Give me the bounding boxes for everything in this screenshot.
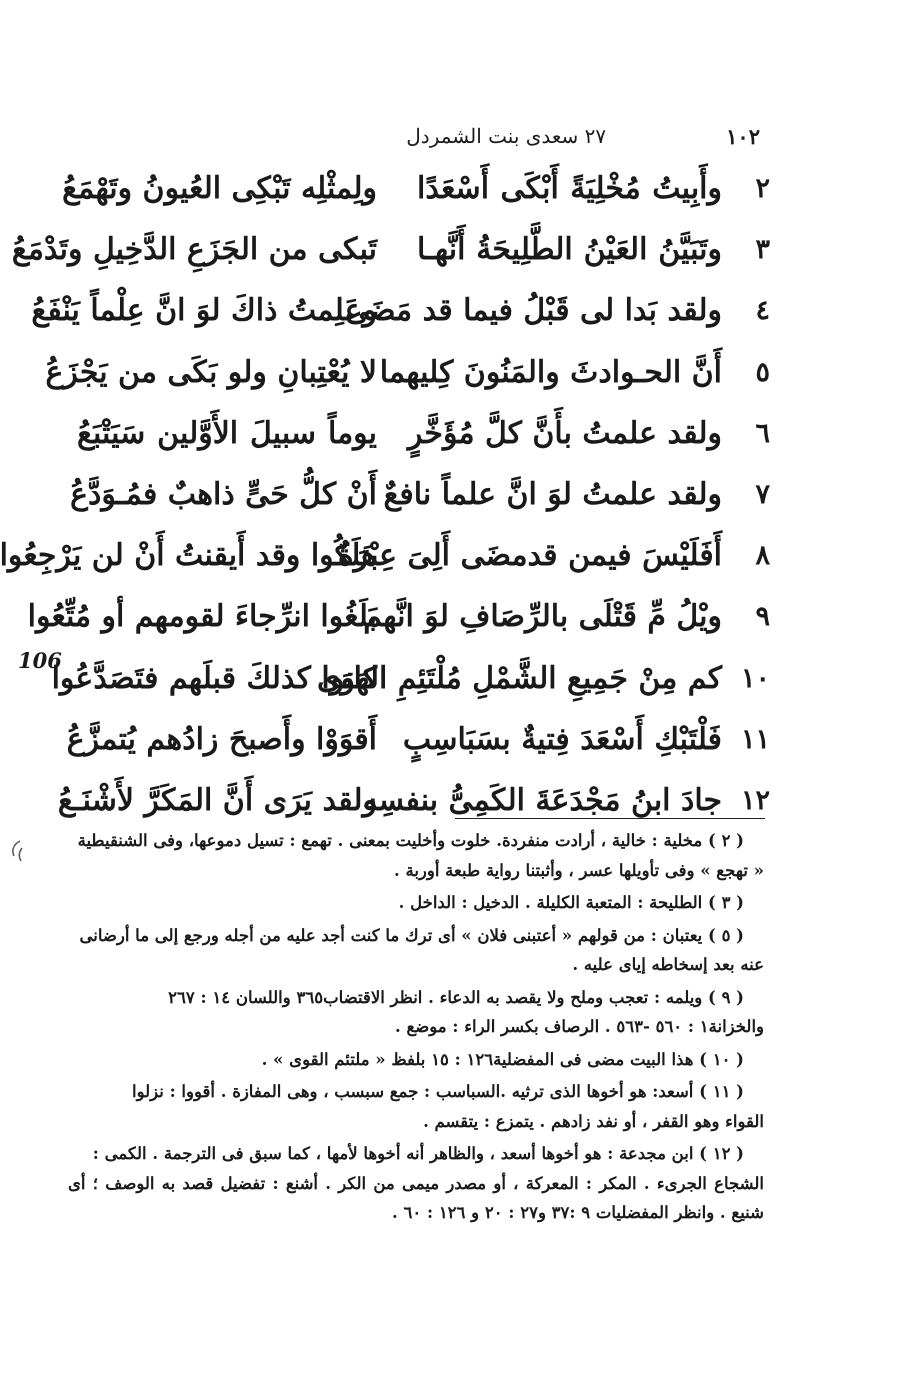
footnote-line: ( ١٠ ) هذا البيت مضى فى المفضلية١٢٦ : ١٥ بلفظ « ملتئم القوى » . [261,1049,744,1069]
footnote-line: ( ٣ ) الطليحة : المتعبة الكليلة . الدخيل : الداخل . [398,893,744,912]
verse-number: ١٢ [740,784,770,816]
verse-number: ٥ [755,356,770,388]
footnote-continuation: الشجاع الجرىء . المكر : المعركة ، أو مصدر ميمى من الكر . أشنع : تفضيل قصد به الوصف ؛ أى شنيع . وانظر المفضليات ٩ :٣٧ و٢٧ : ٢٠ و ١٢٦ : ٦٠ . [68,1173,764,1222]
verse-second-hemistich: يوماً سبيلَ الأَوَّلين سَيَتْبَعُ [77,415,377,451]
footnote-continuation: القواء وهو القفر ، أو نفد زادهم . يتمزع : يتقسم . [423,1111,764,1131]
verse-first-hemistich: كم مِنْ جَمِيعِ الشَّمْلِ مُلْتَئِمِ الهَوَى [317,660,722,696]
footnote-separator [455,818,765,819]
verse-second-hemistich: وعَلِمتُ ذاكَ لوَ انَّ عِلْماً يَنْفَعُ [31,293,377,329]
verse-number: ١١ [740,723,770,755]
verse-second-hemistich: تَبكى من الجَزَعِ الدَّخِيلِ وتَدْمَعُ [11,232,377,268]
verse-number: ٨ [755,540,770,572]
verse-line [66,709,770,770]
footnotes [68,826,764,1228]
verse-number: ٣ [755,234,770,266]
verse-line [27,586,770,647]
verse-second-hemistich: كانوا كذلكَ قبلَهم فتَصَدَّعُوا [51,660,377,696]
verse-second-hemistich: أَقوَوْا وأَصبحَ زادُهم يُتمزَّعُ [66,721,377,757]
verse-first-hemistich: ولقد علمتُ لوَ انَّ علماً نافعٌ [383,477,722,513]
verse-second-hemistich: لا يُعْتِبانِ ولو بَكَى من يَجْزَعُ [45,354,377,390]
verse-second-hemistich: بَلَغُوا انرِّجاءَ لقومهم أو مُتِّعُوا [27,599,377,635]
verse-line [31,280,770,341]
verse-second-hemistich: ولِمثْلِه تَبْكِى العُيونُ وتَهْمَعُ [62,171,377,207]
margin-page-reference: 106 [18,648,62,673]
verse-line [45,342,770,403]
footnote-line: ( ٩ ) ويلمه : تعجب وملح ولا يقصد به الدعاء . انظر الاقتضاب٣٦٥ واللسان ١٤ : ٢٦٧ [168,987,744,1007]
verse-first-hemistich: وتَبَيَّنُ العَيْنُ الطَّلِيحَةُ أَنَّهـا [417,232,722,268]
verse-number: ١٠ [740,662,770,694]
verse-first-hemistich: جادَ ابنُ مَجْدَعَةَ الكَمِىُّ بنفسِه [362,782,722,818]
footnote-line: ( ٥ ) يعتبان : من قولهم « أعتبنى فلان » أى ترك ما كنت أجد عليه من أجله ورجع إلى ما أرضانى [79,925,744,945]
footnote-line: ( ١٢ ) ابن مجدعة : هو أخوها أسعد ، والظاهر أنه أخوها لأمها ، كما سبق فى الترجمة . الكمى : [92,1144,744,1163]
footnote-continuation: عنه بعد إسخاطه إياى عليه . [572,955,764,974]
verse-first-hemistich: ولقد بَدا لى قَبْلُ فيما قد مَضَى [345,293,722,329]
footnote-line: ( ٢ ) مخلية : خالية ، أرادت منفردة. خلوت وأخليت بمعنى . تهمع : تسيل دموعها، وفى الشنقيطية [77,831,744,850]
verse-line [0,525,770,586]
verse-first-hemistich: ويْلُ مِّ قَتْلَى بالرِّصَافِ لوَ انَّهم [363,599,722,635]
verse-number: ٦ [755,417,770,449]
footnote-line: ( ١١ ) أسعد: هو أخوها الذى ترثيه .السباسب : جمع سبسب ، وهى المفازة . أقووا : نزلوا [132,1082,744,1101]
verse-second-hemistich: ولقد يَرَى أَنَّ المَكَرَّ لأَشْنَـعُ [57,782,377,818]
page-header [300,118,760,154]
verse-number: ٢ [755,173,770,205]
verse-number: ٩ [755,601,770,633]
verse-line [57,770,770,831]
verse-number: ٧ [755,479,770,511]
verse-first-hemistich: أَفَلَيْسَ فيمن قدمضَى أَلِىَ عِبْرَةٌ [337,538,722,574]
margin-smudge-icon [6,838,28,864]
verse-first-hemistich: فَلْتَبْكِ أَسْعَدَ فِتيةٌ بسَبَاسِبٍ [402,721,722,757]
verse-second-hemistich: هَلَكُوا وقد أَيقنتُ أَنْ لن يَرْجِعُوا [0,538,377,574]
verse-line [11,219,770,280]
verse-line [51,648,770,709]
page-number: ١٠٢ [726,123,760,149]
verse-second-hemistich: أَنْ كلُّ حَىٍّ ذاهبٌ فمُـوَدَّعُ [70,477,377,513]
footnote-continuation: « تهجع » وفى تأويلها عسر ، وأثبتنا رواية طبعة أوربة . [393,860,764,880]
verse-line [70,464,770,525]
verse-number: ٤ [755,295,770,327]
verse-line [70,403,770,464]
running-title: ٢٧ سعدى بنت الشمردل [406,124,607,148]
verse-first-hemistich: ولقد علمتُ بأَنَّ كلَّ مُؤَخَّرٍ [407,415,722,451]
footnote-continuation: والخزانة١ : ٥٦٠ -٥٦٣ . الرصاف بكسر الراء : موضع . [395,1017,764,1036]
verse-line [62,158,770,219]
verse-first-hemistich: وأَبِيتُ مُخْلِيَةً أَبْكَى أَسْعَدًا [417,171,722,207]
verse-first-hemistich: أَنَّ الحـوادثَ والمَنُونَ كِليهما [379,354,722,390]
